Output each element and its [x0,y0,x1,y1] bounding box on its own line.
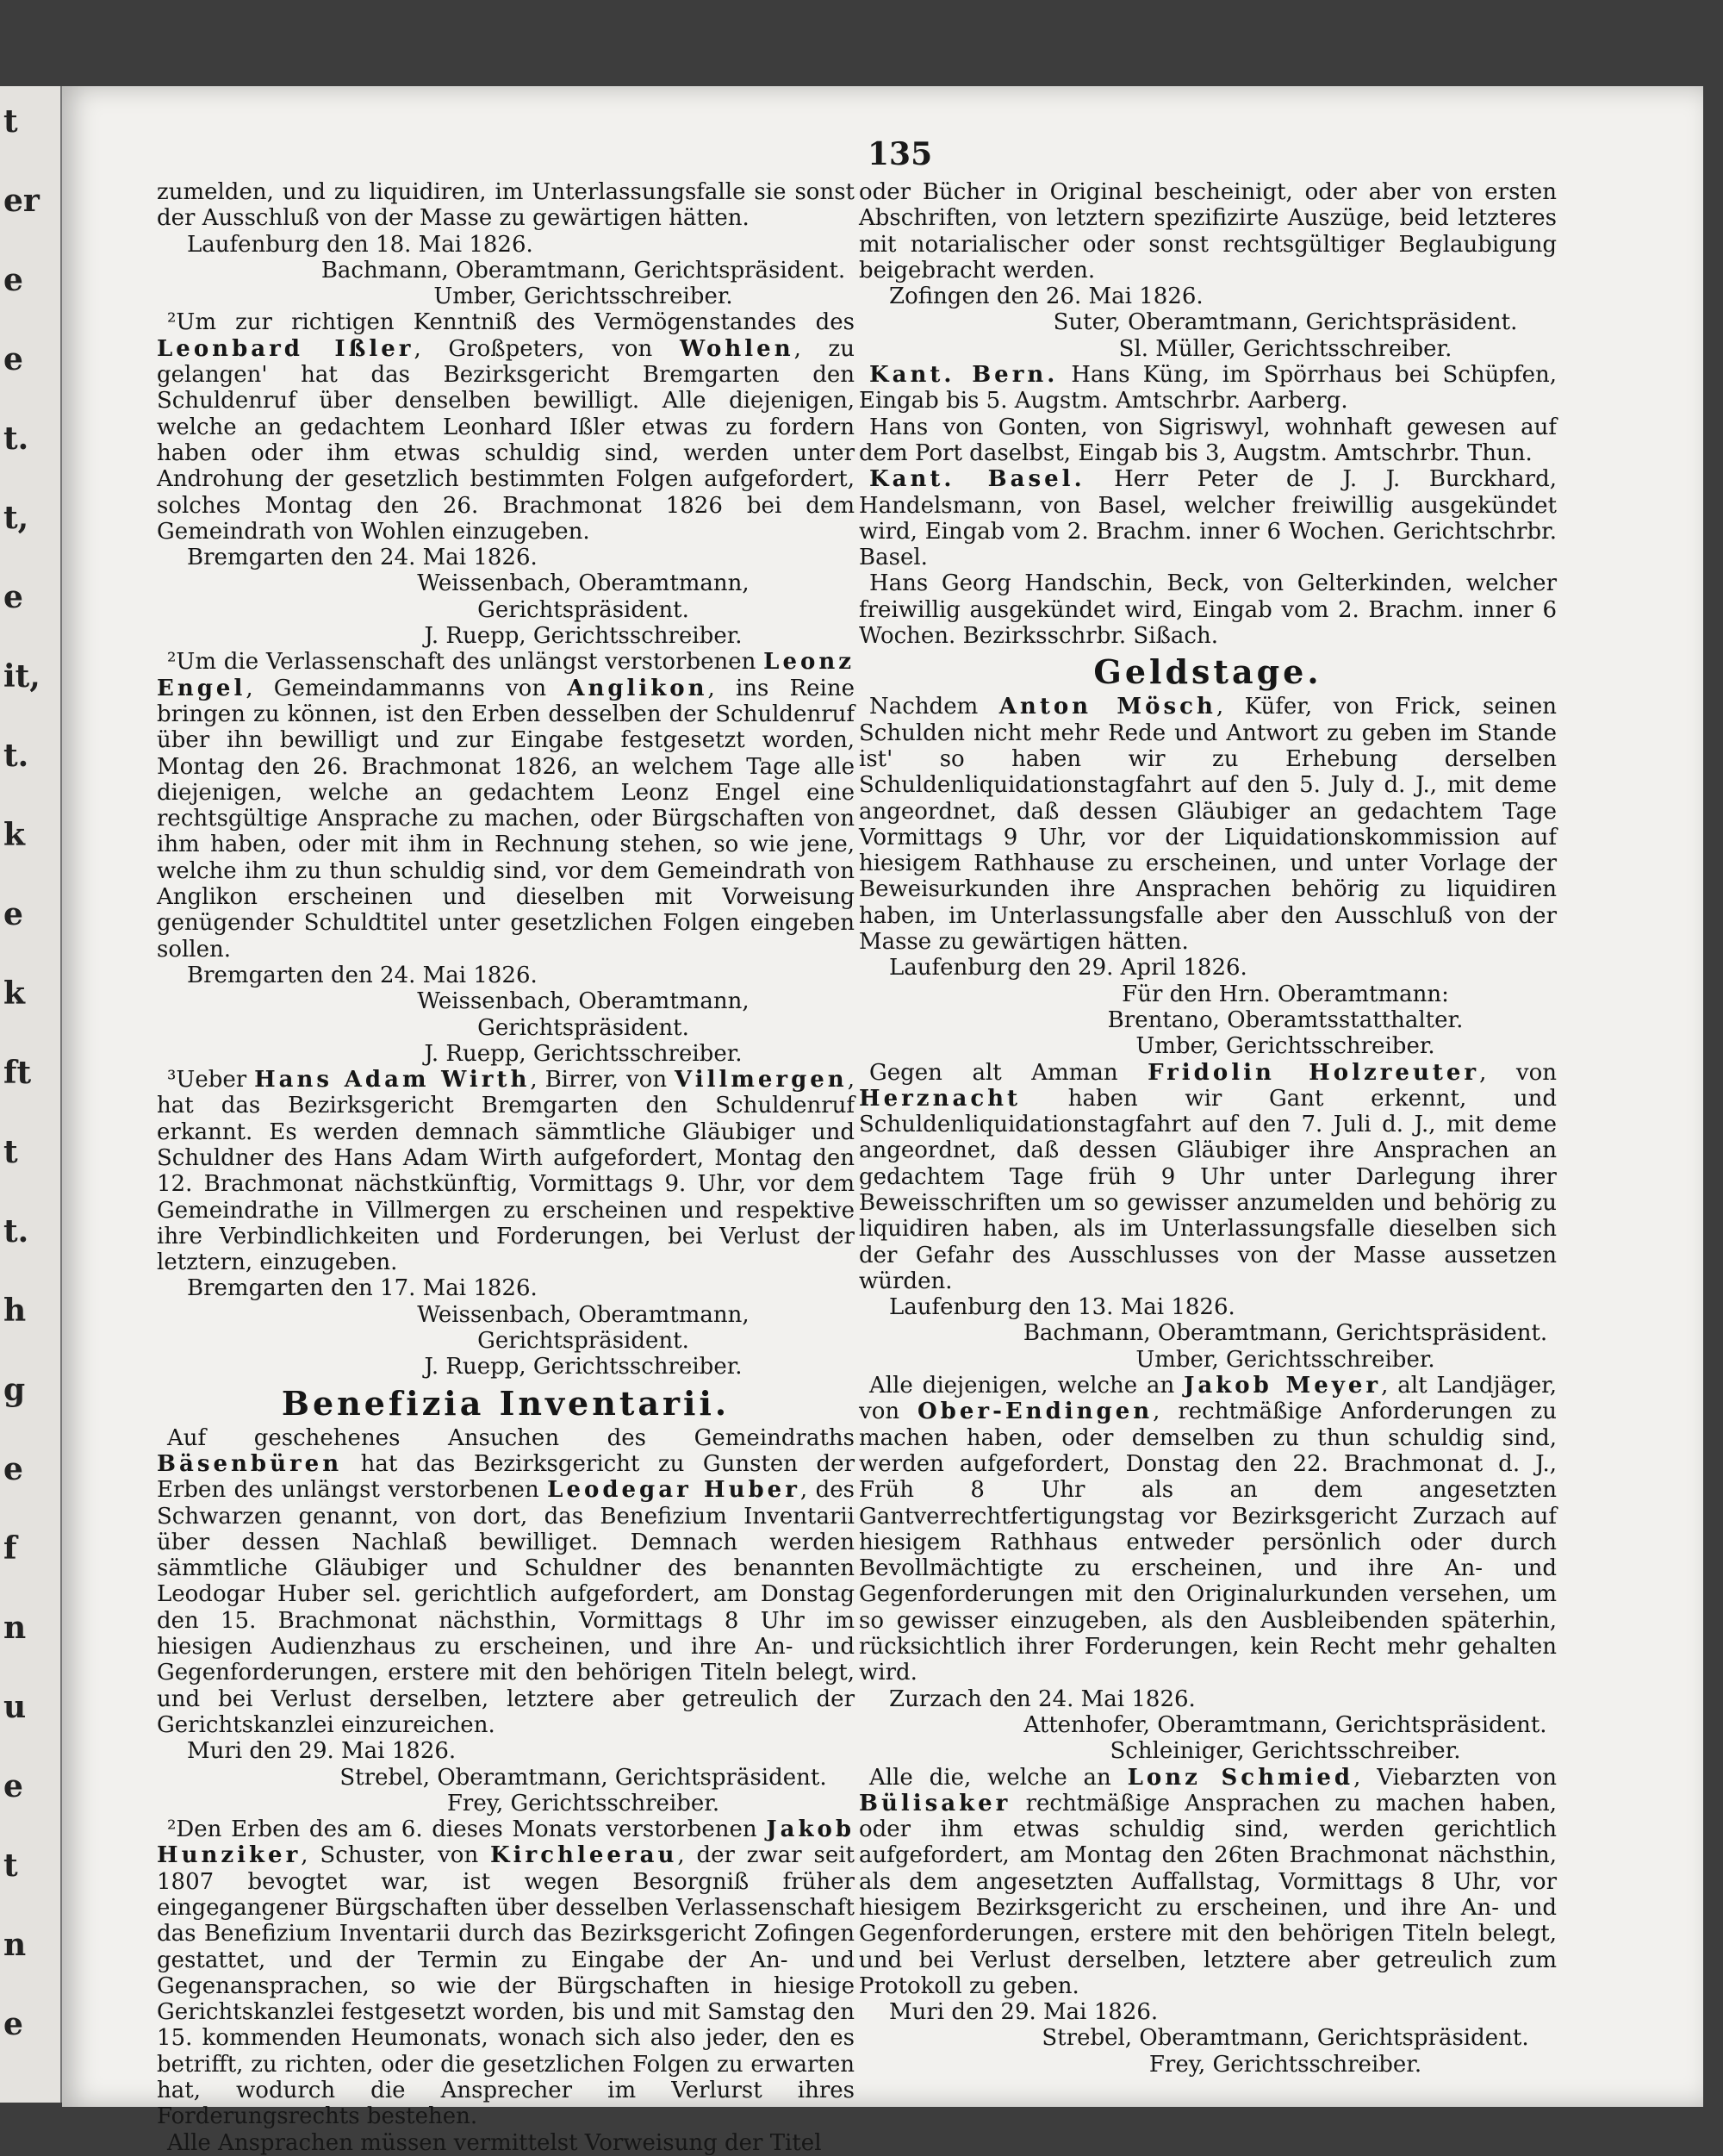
notice-paragraph: Gegen alt Amman Fridolin Holzreuter, von Herznacht haben wir Gant erkennt, und Schuldenliquidationstagfahrt auf den 7. Juli d. J., mit deme angeordnet, daß dessen Gläubiger ihre Ansprachen an gedachtem Tage früh 9 Uhr unter Darlegung ihrer Beweisschriften um so gewisser anzumelden und behörig zu liquidiren haben, als im Unterlassungsfalle dieselben sich der Gefahr des Ausschlusses von der Masse aussetzen würden. [859,1059,1558,1294]
dateline: Laufenburg den 13. Mai 1826. [889,1294,1235,1321]
person-name: Jakob Hunziker [157,1816,855,1869]
signature: Umber, Gerichtsschreiber. [1135,1346,1435,1373]
person-name: Leodegar Huber [547,1477,800,1504]
prev-page-fragment: e [3,896,23,932]
notice-paragraph: Auf geschehenes Ansuchen des Gemeindraths Bäsenbüren hat das Bezirksgericht zu Gunsten der Erben des unlängst verstorbenen Leodegar Huber, des Schwarzen genannt, von dort, das Benefizium Inventarii über dessen Nachlaß bewilliget. Demnach werden sämmtliche Gläubiger und Schuldner des benannten Leodogar Huber sel. gerichtlich aufgefordert, am Donstag den 15. Brachmonat nächsthin, Vormittags 8 Uhr im hiesigen Audienzhaus zu erscheinen, und ihre An- und Gegenforderungen, erstere mit den behörigen Titeln belegt, und bei Verlust derselben, letztere aber getreulich der Gerichtskanzlei einzureichen. [157,1424,855,1738]
notice-paragraph: Hans Georg Handschin, Beck, von Gelterkinden, welcher freiwillig ausgekündet wird, Eingab vom 2. Brachm. inner 6 Wochen. Bezirksschrbr. Sißach. [859,570,1557,650]
notice-paragraph: Alle diejenigen, welche an Jakob Meyer, alt Landjäger, von Ober-Endingen, rechtmäßige Anforderungen zu machen haben, oder demselben zu thun schuldig sind, werden aufgefordert, Donstag den 22. Brachmonat d. J., Früh 8 Uhr als an dem angesetzten Gantverrechtfertigungstag vor Bezirksgericht Zurzach auf hiesigem Rathhaus entweder persönlich oder durch Bevollmächtigte zu erscheinen, und ihre An- und Gegenforderungen mit den Originalurkunden versehen, um so gewisser einzugeben, als den Ausbleibenden späterhin, rücksichtlich ihrer Forderungen, kein Recht mehr gehalten wird. [859,1373,1557,1686]
person-name: Anton Mösch [998,694,1216,720]
signature: Für den Hrn. Oberamtmann: [1122,981,1449,1007]
signature: Suter, Oberamtmann, Gerichtspräsident. [1053,309,1518,336]
signature: Strebel, Oberamtmann, Gerichtspräsident. [1042,2025,1529,2052]
person-name: Jakob Meyer [1184,1373,1382,1399]
dateline: Muri den 29. Mai 1826. [889,1999,1159,2026]
signature: Weissenbach, Oberamtmann, Gerichtspräsident. [417,1301,750,1355]
signature: Umber, Gerichtsschreiber. [433,284,733,310]
prev-page-fragment: t [3,1848,18,1884]
signature: Sl. Müller, Gerichtsschreiber. [1118,335,1452,362]
prev-page-fragment: ft [3,1055,32,1091]
signature: J. Ruepp, Gerichtsschreiber. [424,1354,743,1380]
signature: Strebel, Oberamtmann, Gerichtspräsident. [339,1764,827,1791]
place-name: Ober-Endingen [917,1399,1154,1425]
dateline: Zurzach den 24. Mai 1826. [889,1686,1196,1712]
place-name: Wohlen [679,335,794,362]
prev-page-fragment: t. [3,421,29,457]
prev-page-fragment: k [3,817,25,853]
notice-paragraph: zumelden, und zu liquidiren, im Unterlassungsfalle sie sonst der Ausschluß von der Masse zu gewärtigen hätten. [157,179,855,232]
prev-page-fragment: h [3,1293,27,1329]
prev-page-fragment: e [3,341,23,377]
document-page [62,86,1703,2156]
left-column [157,179,855,2156]
place-name: Bäsenbüren [157,1450,343,1477]
signature: Frey, Gerichtsschreiber. [446,1790,720,1816]
dateline: Zofingen den 26. Mai 1826. [889,284,1204,310]
notice-paragraph: Alle die, welche an Lonz Schmied, Viebarzten von Bülisaker rechtmäßige Ansprachen zu machen haben, oder ihm etwas schuldig sind, werden gerichtlich aufgefordert, am Montag den 26ten Brachmonat nächsthin, als dem angesetzten Auffallstag, Vormittags 8 Uhr, vor hiesigem Bezirksgericht zu erscheinen, und ihre An- und Gegenforderungen, erstere mit den behörigen Titeln belegt, und bei Verlust derselben, letztere aber getreulich zum Protokoll zu geben. [859,1764,1557,1999]
prev-page-fragment: t. [3,1213,29,1249]
notice-paragraph: Alle Ansprachen müssen vermittelst Vorweisung der Titel [167,2129,822,2156]
page-number: 135 [868,136,933,172]
right-column [859,179,1557,2078]
signature: Attenhofer, Oberamtmann, Gerichtspräsident. [1023,1711,1547,1738]
person-name: Leonbard Ißler [157,335,414,362]
notice-paragraph: Kant. Basel. Herr Peter de J. J. Burckhard, Handelsmann, von Basel, welcher freiwillig ausgekündet wird, Eingab vom 2. Brachm. inner 6 Wochen. Gerichtschrbr. Basel. [859,466,1557,571]
signature: Bachmann, Oberamtmann, Gerichtspräsident. [320,257,846,284]
signature: Frey, Gerichtsschreiber. [1148,2051,1422,2078]
place-name: Bülisaker [859,1790,1011,1816]
previous-page-edge [0,86,62,2103]
prev-page-fragment: e [3,1451,23,1487]
signature: Brentano, Oberamtsstatthalter. [1107,1006,1464,1033]
section-heading: Benefizia Inventarii. [281,1383,731,1423]
notice-paragraph: oder Bücher in Original bescheinigt, oder aber von ersten Abschriften, von letztern spezifizirte Auszüge, beid letzteres mit notarialischer oder sonst rechtsgültiger Beglaubigung beigebracht werden. [859,179,1557,284]
dateline: Muri den 29. Mai 1826. [187,1738,457,1765]
dateline: Laufenburg den 29. April 1826. [889,955,1247,981]
notice-paragraph: ³Ueber Hans Adam Wirth, Birrer, von Villmergen, hat das Bezirksgericht Bremgarten den Schuldenruf erkannt. Es werden demnach sämmtliche Gläubiger und Schuldner des Hans Adam Wirth aufgefordert, Montag den 12. Brachmonat nächstkünftig, Vormittags 9. Uhr, vor dem Gemeindrathe in Villmergen zu erscheinen und respektive ihre Verbindlichkeiten und Forderungen, bei Verlust der letztern, einzugeben. [157,1067,855,1276]
prev-page-fragment: e [3,579,23,615]
place-name: Anglikon [567,675,708,701]
prev-page-fragment: er [3,183,40,219]
notice-paragraph: Kant. Bern. Hans Küng, im Spörrhaus bei Schüpfen, Eingab bis 5. Augstm. Amtschrbr. Aarberg. [859,362,1557,414]
dateline: Bremgarten den 24. Mai 1826. [187,962,538,988]
section-heading: Geldstage. [1093,652,1322,692]
prev-page-fragment: t [3,1134,18,1170]
prev-page-fragment: f [3,1530,17,1567]
place-name: Herznacht [859,1085,1022,1112]
prev-page-fragment: e [3,1768,23,1804]
signature: J. Ruepp, Gerichtsschreiber. [424,623,743,650]
prev-page-fragment: u [3,1689,27,1725]
notice-paragraph: Hans von Gonten, von Sigriswyl, wohnhaft gewesen auf dem Port daselbst, Eingab bis 3, Augstm. Amtschrbr. Thun. [859,414,1557,466]
dateline: Bremgarten den 24. Mai 1826. [187,545,538,571]
signature: J. Ruepp, Gerichtsschreiber. [424,1040,743,1067]
prev-page-fragment: t, [3,500,29,536]
person-name: Hans Adam Wirth [254,1067,531,1094]
place-name: Kirchleerau [490,1842,678,1869]
prev-page-fragment: e [3,2006,23,2042]
prev-page-fragment: n [3,1610,27,1646]
signature: Umber, Gerichtsschreiber. [1135,1033,1435,1060]
person-name: Leonz Engel [157,649,855,701]
dateline: Bremgarten den 17. Mai 1826. [187,1275,538,1302]
prev-page-fragment: n [3,1927,27,1963]
person-name: Fridolin Holzreuter [1148,1059,1480,1086]
notice-paragraph: ²Um zur richtigen Kenntniß des Vermögenstandes des Leonbard Ißler, Großpeters, von Wohlen, zu gelangen' hat das Bezirksgericht Bremgarten den Schuldenruf über denselben bewilligt. Alle diejenigen, welche an gedachtem Leonhard Ißler etwas zu fordern haben oder ihm etwas schuldig sind, werden unter Androhung der gesetzlich bestimmten Folgen aufgefordert, solches Montag den 26. Brachmonat 1826 bei dem Gemeindrath von Wohlen einzugeben. [157,309,855,545]
notice-paragraph: ²Um die Verlassenschaft des unlängst verstorbenen Leonz Engel, Gemeindammanns von Anglikon, ins Reine bringen zu können, ist den Erben desselben der Schuldenruf über ihn bewilligt und zur Eingabe festgesetzt worden, Montag den 26. Brachmonat 1826, an welchem Tage alle diejenigen, welche an gedachtem Leonz Engel eine rechtsgültige Ansprache zu machen, oder Bürgschaften von ihm haben, oder mit ihm in Rechnung stehen, so wie jene, welche ihm zu thun schuldig sind, vor dem Gemeindrath von Anglikon erscheinen und dieselben mit Vorweisung genügender Schuldtitel unter gesetzlichen Folgen eingeben sollen. [157,649,855,963]
signature: Weissenbach, Oberamtmann, Gerichtspräsident. [417,988,750,1041]
place-name: Villmergen [674,1067,848,1094]
notice-paragraph: Nachdem Anton Mösch, Küfer, von Frick, seinen Schulden nicht mehr Rede und Antwort zu geben im Stande ist' so haben wir zu Erhebung derselben Schuldenliquidationstagfahrt auf den 5. July d. J., mit deme angeordnet, daß dessen Gläubiger an gedachtem Tage Vormittags 9 Uhr, vor der Liquidationskommission auf hiesigem Rathhause zu erscheinen, und unter Vorlage der Beweisurkunden ihre Ansprachen behörig zu liquidiren haben, im Unterlassungsfalle aber den Ausschluß von der Masse zu gewärtigen hätten. [859,694,1557,956]
dateline: Laufenburg den 18. Mai 1826. [187,231,533,258]
prev-page-fragment: t [3,103,18,140]
prev-page-fragment: k [3,975,25,1012]
signature: Bachmann, Oberamtmann, Gerichtspräsident. [1023,1320,1548,1347]
canton-label: Kant. Bern. [869,362,1059,389]
canton-label: Kant. Basel. [869,466,1085,493]
prev-page-fragment: t. [3,738,29,774]
notice-paragraph: ²Den Erben des am 6. dieses Monats verstorbenen Jakob Hunziker, Schuster, von Kirchleerau, der zwar seit 1807 bevogtet war, ist wegen Besorgniß früher eingegangener Bürgschaften über desselben Verlassenschaft das Benefizium Inventarii durch das Bezirksgericht Zofingen gestattet, und der Termin zu Eingabe der An- und Gegenansprachen, so wie der Bürgschaften in hiesige Gerichtskanzlei festgesetzt worden, bis und mit Samstag den 15. kommenden Heumonats, wonach sich also jeder, den es betrifft, zu richten, oder die gesetzlichen Folgen zu erwarten hat, wodurch die Ansprecher im Verlurst ihres Forderungsrechts bestehen. [157,1816,855,2130]
person-name: Lonz Schmied [1127,1764,1354,1791]
prev-page-fragment: e [3,262,23,298]
prev-page-fragment: it, [3,658,40,695]
signature: Schleiniger, Gerichtsschreiber. [1110,1738,1461,1765]
prev-page-fragment: g [3,1372,26,1408]
signature: Weissenbach, Oberamtmann, Gerichtspräsident. [417,570,750,623]
